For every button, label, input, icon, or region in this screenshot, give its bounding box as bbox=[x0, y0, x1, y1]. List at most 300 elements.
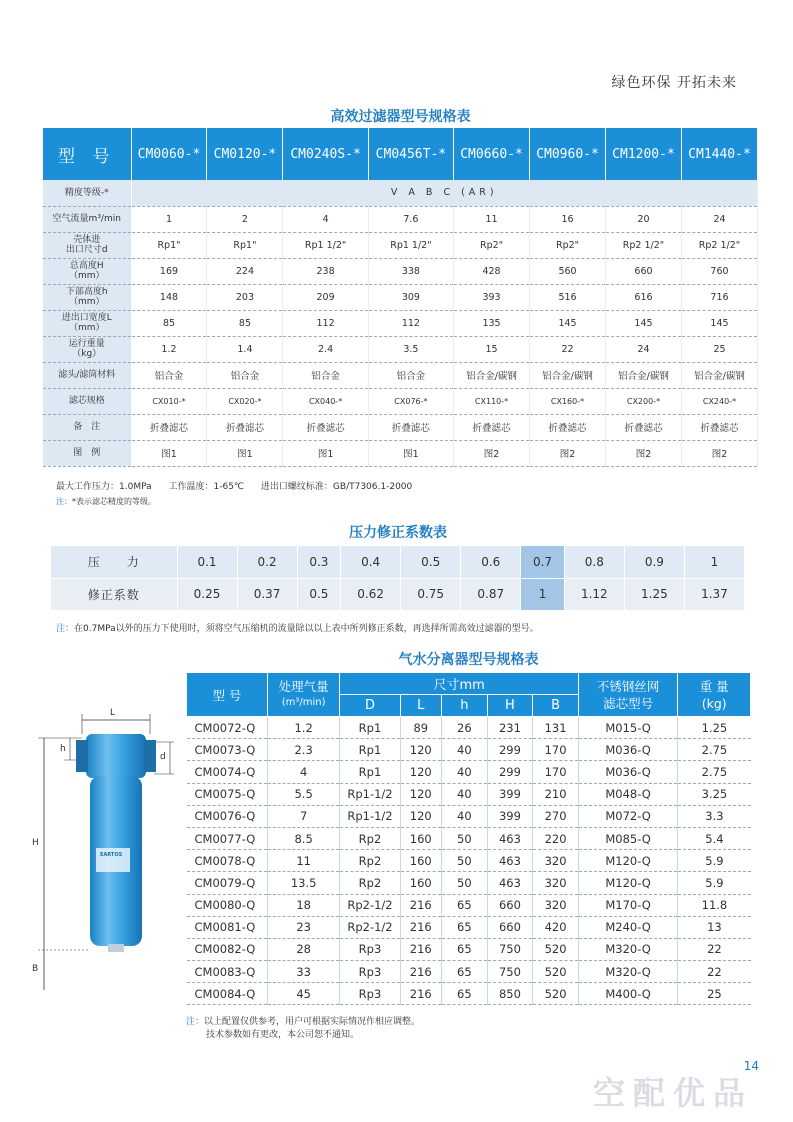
table-cell: 145 bbox=[681, 310, 757, 336]
pressure-cell: 0.9 bbox=[624, 546, 684, 578]
dim-H-label: H bbox=[32, 838, 39, 848]
table-cell: 3.5 bbox=[368, 336, 453, 362]
page-number: 14 bbox=[743, 1059, 759, 1073]
table-cell: Rp1 1/2" bbox=[368, 232, 453, 258]
table-cell: 760 bbox=[681, 258, 757, 284]
row-label: 空气流量m³/min bbox=[43, 206, 131, 232]
table-cell: Rp2" bbox=[454, 232, 530, 258]
table-cell: 折叠滤芯 bbox=[368, 414, 453, 440]
filter-illustration bbox=[20, 700, 180, 990]
model-cell: CM0081-Q bbox=[187, 916, 268, 938]
note-key: 注： bbox=[186, 1017, 205, 1027]
header-model: 型 号 bbox=[187, 673, 268, 717]
table-cell: 13.5 bbox=[267, 872, 340, 894]
table-cell: 112 bbox=[368, 310, 453, 336]
factor-cell: 1.25 bbox=[624, 578, 684, 610]
table-cell: 22 bbox=[678, 938, 751, 960]
row-label: 滤芯规格 bbox=[43, 388, 131, 414]
table-cell: 5.9 bbox=[678, 850, 751, 872]
table-cell: 463 bbox=[487, 827, 533, 849]
table-cell: CX076-* bbox=[368, 388, 453, 414]
factor-cell: 1.12 bbox=[564, 578, 624, 610]
grade-value: V A B C (AR) bbox=[131, 180, 758, 206]
table-cell: 45 bbox=[267, 983, 340, 1005]
table-cell: Rp2" bbox=[530, 232, 606, 258]
table-cell: Rp1-1/2 bbox=[340, 783, 400, 805]
table-cell: 22 bbox=[678, 961, 751, 983]
table-cell: 11 bbox=[454, 206, 530, 232]
table-cell: Rp1" bbox=[131, 232, 207, 258]
table-row bbox=[43, 284, 758, 310]
table-row bbox=[187, 827, 751, 849]
table-cell: 折叠滤芯 bbox=[207, 414, 283, 440]
watermark: 空配优品 bbox=[592, 1074, 753, 1112]
table-cell: 图1 bbox=[131, 440, 207, 466]
table-cell: 1.2 bbox=[267, 717, 340, 739]
table-cell: 11 bbox=[267, 850, 340, 872]
header-size: 尺寸mm bbox=[340, 673, 578, 695]
table-cell: 40 bbox=[442, 761, 488, 783]
row-label: 滤头/滤筒材料 bbox=[43, 362, 131, 388]
table-cell: 11.8 bbox=[678, 894, 751, 916]
table-cell: 516 bbox=[530, 284, 606, 310]
table-row bbox=[43, 414, 758, 440]
table-cell: 616 bbox=[606, 284, 682, 310]
header-weight-unit: (kg) bbox=[701, 695, 727, 711]
table-cell: 22 bbox=[530, 336, 606, 362]
model-cell: CM0082-Q bbox=[187, 938, 268, 960]
model-header: CM0060-* bbox=[131, 128, 207, 180]
table-cell: Rp1 bbox=[340, 717, 400, 739]
table-cell: 铝合金 bbox=[368, 362, 453, 388]
note-key: 注： bbox=[56, 624, 75, 634]
table-cell: 50 bbox=[442, 872, 488, 894]
table-cell: 折叠滤芯 bbox=[681, 414, 757, 440]
table1-notes bbox=[56, 479, 426, 492]
factor-cell: 0.37 bbox=[237, 578, 297, 610]
table-cell: 7.6 bbox=[368, 206, 453, 232]
table-cell: 铝合金/碳钢 bbox=[454, 362, 530, 388]
table-cell: 65 bbox=[442, 894, 488, 916]
table-cell: M036-Q bbox=[578, 761, 678, 783]
pressure-cell: 0.4 bbox=[341, 546, 401, 578]
slogan: 绿色环保 开拓未来 bbox=[611, 75, 737, 91]
table-cell: 210 bbox=[533, 783, 579, 805]
table-cell: 393 bbox=[454, 284, 530, 310]
separator-spec-table bbox=[186, 672, 751, 1005]
table-cell: CX240-* bbox=[681, 388, 757, 414]
filter-diagram bbox=[20, 700, 180, 990]
table-cell: 420 bbox=[533, 916, 579, 938]
table-cell: 850 bbox=[487, 983, 533, 1005]
table-cell: 399 bbox=[487, 783, 533, 805]
row-label: 下部高度h （mm） bbox=[43, 284, 131, 310]
table-row bbox=[43, 206, 758, 232]
header-mesh bbox=[578, 673, 678, 717]
table-cell: 320 bbox=[533, 894, 579, 916]
header-B: B bbox=[533, 695, 579, 717]
table-cell: 270 bbox=[533, 805, 579, 827]
header-weight bbox=[678, 673, 751, 717]
table-cell: 铝合金 bbox=[131, 362, 207, 388]
table-cell: 65 bbox=[442, 938, 488, 960]
table-cell: 299 bbox=[487, 761, 533, 783]
table2-title: 压力修正系数表 bbox=[349, 525, 447, 541]
pressure-cell: 0.8 bbox=[564, 546, 624, 578]
factor-cell: 1 bbox=[521, 578, 565, 610]
table-cell: 折叠滤芯 bbox=[606, 414, 682, 440]
table-cell: 折叠滤芯 bbox=[454, 414, 530, 440]
table-cell: M320-Q bbox=[578, 938, 678, 960]
table-cell: 2.4 bbox=[283, 336, 368, 362]
table-cell: Rp1 bbox=[340, 739, 400, 761]
table-cell: 216 bbox=[400, 938, 441, 960]
table-cell: 65 bbox=[442, 916, 488, 938]
factor-cell: 0.75 bbox=[401, 578, 461, 610]
note-line1: 以上配置仅供参考，用户可根据实际情况作相应调整。 bbox=[204, 1017, 421, 1027]
table-cell: 25 bbox=[678, 983, 751, 1005]
factor-cell: 0.87 bbox=[461, 578, 521, 610]
row-label: 进出口宽度L （mm） bbox=[43, 310, 131, 336]
table-cell: 89 bbox=[400, 717, 441, 739]
header-flow-unit: (m³/min) bbox=[281, 696, 326, 708]
dim-h-label: h bbox=[60, 744, 66, 754]
table-cell: 折叠滤芯 bbox=[131, 414, 207, 440]
table-row bbox=[43, 310, 758, 336]
header-mesh-line1: 不锈钢丝网 bbox=[596, 678, 660, 694]
table-cell: 160 bbox=[400, 850, 441, 872]
table-cell: 520 bbox=[533, 961, 579, 983]
table-cell: 160 bbox=[400, 872, 441, 894]
row-label: 运行重量 （kg） bbox=[43, 336, 131, 362]
table-cell: 209 bbox=[283, 284, 368, 310]
dim-B-label: B bbox=[32, 964, 39, 974]
table-cell: 238 bbox=[283, 258, 368, 284]
table3-note bbox=[186, 1016, 420, 1042]
pressure-cell: 0.5 bbox=[401, 546, 461, 578]
table-row bbox=[187, 805, 751, 827]
table-cell: 20 bbox=[606, 206, 682, 232]
table-cell: 40 bbox=[442, 805, 488, 827]
table-cell: M400-Q bbox=[578, 983, 678, 1005]
table-cell: 40 bbox=[442, 783, 488, 805]
table-cell: 203 bbox=[207, 284, 283, 310]
model-cell: CM0076-Q bbox=[187, 805, 268, 827]
table-cell: 169 bbox=[131, 258, 207, 284]
table-cell: 图1 bbox=[207, 440, 283, 466]
table-row bbox=[43, 180, 758, 206]
table-cell: 26 bbox=[442, 717, 488, 739]
table-cell: 折叠滤芯 bbox=[530, 414, 606, 440]
table-cell: 120 bbox=[400, 805, 441, 827]
table-cell: 1.4 bbox=[207, 336, 283, 362]
table-cell: 428 bbox=[454, 258, 530, 284]
pressure-cell: 0.1 bbox=[177, 546, 237, 578]
table1-star-note bbox=[56, 496, 156, 507]
header-D: D bbox=[340, 695, 400, 717]
table-cell: CX040-* bbox=[283, 388, 368, 414]
table-cell: 85 bbox=[131, 310, 207, 336]
table-cell: 216 bbox=[400, 961, 441, 983]
table-cell: M085-Q bbox=[578, 827, 678, 849]
table-cell: 4 bbox=[267, 761, 340, 783]
table-cell: 660 bbox=[606, 258, 682, 284]
table-cell: 716 bbox=[681, 284, 757, 310]
table-cell: Rp2-1/2 bbox=[340, 916, 400, 938]
table-cell: Rp1-1/2 bbox=[340, 805, 400, 827]
table-cell: 65 bbox=[442, 961, 488, 983]
table-row bbox=[43, 362, 758, 388]
row-label: 图 例 bbox=[43, 440, 131, 466]
table-cell: 5.5 bbox=[267, 783, 340, 805]
header-flow bbox=[267, 673, 340, 717]
table-cell: 520 bbox=[533, 938, 579, 960]
table-cell: Rp3 bbox=[340, 983, 400, 1005]
model-header: CM1440-* bbox=[681, 128, 757, 180]
header-L: L bbox=[400, 695, 441, 717]
table-cell: 85 bbox=[207, 310, 283, 336]
table-cell: 220 bbox=[533, 827, 579, 849]
pressure-label: 压 力 bbox=[51, 546, 177, 578]
model-cell: CM0078-Q bbox=[187, 850, 268, 872]
table-cell: 3.3 bbox=[678, 805, 751, 827]
note-temp: 工作温度：1-65℃ bbox=[168, 482, 245, 492]
model-cell: CM0077-Q bbox=[187, 827, 268, 849]
table-cell: 660 bbox=[487, 916, 533, 938]
dim-L-label: L bbox=[110, 708, 116, 718]
table-row bbox=[187, 916, 751, 938]
grade-label: 精度等级-* bbox=[43, 180, 131, 206]
table-cell: 24 bbox=[681, 206, 757, 232]
note-text: 在0.7MPa以外的压力下使用时，须将空气压缩机的流量除以以上表中所列修正系数，再选择所需高效过滤器的型号。 bbox=[74, 624, 539, 634]
table-cell: 铝合金 bbox=[207, 362, 283, 388]
row-label: 壳体进 出口尺寸d bbox=[43, 232, 131, 258]
table-cell: 50 bbox=[442, 827, 488, 849]
table-cell: 399 bbox=[487, 805, 533, 827]
table-cell: M036-Q bbox=[578, 739, 678, 761]
table-cell: 4 bbox=[283, 206, 368, 232]
model-cell: CM0073-Q bbox=[187, 739, 268, 761]
table-cell: 图2 bbox=[454, 440, 530, 466]
table-cell: 660 bbox=[487, 894, 533, 916]
table-cell: 216 bbox=[400, 916, 441, 938]
pressure-cell: 0.6 bbox=[461, 546, 521, 578]
table-row bbox=[43, 232, 758, 258]
table-cell: 16 bbox=[530, 206, 606, 232]
table-cell: 50 bbox=[442, 850, 488, 872]
table-cell: 33 bbox=[267, 961, 340, 983]
table-cell: CX160-* bbox=[530, 388, 606, 414]
note-pressure: 最大工作压力：1.0MPa bbox=[56, 482, 152, 492]
table-row bbox=[187, 739, 751, 761]
table-row bbox=[43, 388, 758, 414]
model-header: CM0660-* bbox=[454, 128, 530, 180]
table-cell: CX010-* bbox=[131, 388, 207, 414]
table-cell: 2 bbox=[207, 206, 283, 232]
model-header: CM0456T-* bbox=[368, 128, 453, 180]
table-cell: 图2 bbox=[530, 440, 606, 466]
table-header-row bbox=[43, 128, 758, 180]
table-cell: 216 bbox=[400, 983, 441, 1005]
table-cell: 112 bbox=[283, 310, 368, 336]
table-row bbox=[43, 440, 758, 466]
table-cell: 40 bbox=[442, 739, 488, 761]
factor-cell: 0.25 bbox=[177, 578, 237, 610]
dim-d-label: d bbox=[160, 752, 166, 762]
table-cell: 图2 bbox=[606, 440, 682, 466]
table-cell: 320 bbox=[533, 850, 579, 872]
model-cell: CM0075-Q bbox=[187, 783, 268, 805]
table-row bbox=[187, 938, 751, 960]
table-cell: 铝合金/碳钢 bbox=[530, 362, 606, 388]
table-cell: 463 bbox=[487, 872, 533, 894]
model-cell: CM0074-Q bbox=[187, 761, 268, 783]
table-cell: 320 bbox=[533, 872, 579, 894]
header-weight-label: 重 量 bbox=[699, 678, 729, 694]
table-row bbox=[187, 961, 751, 983]
table-cell: 24 bbox=[606, 336, 682, 362]
table-cell: M048-Q bbox=[578, 783, 678, 805]
table-cell: 309 bbox=[368, 284, 453, 310]
table-cell: 216 bbox=[400, 894, 441, 916]
model-cell: CM0084-Q bbox=[187, 983, 268, 1005]
header-flow-label: 处理气量 bbox=[278, 678, 329, 694]
filter-spec-table bbox=[43, 128, 758, 467]
table-cell: 145 bbox=[530, 310, 606, 336]
table-row bbox=[187, 783, 751, 805]
model-cell: CM0072-Q bbox=[187, 717, 268, 739]
table-cell: 131 bbox=[533, 717, 579, 739]
table-cell: M015-Q bbox=[578, 717, 678, 739]
table-cell: 7 bbox=[267, 805, 340, 827]
table-cell: Rp2-1/2 bbox=[340, 894, 400, 916]
note-line2: 技术参数如有更改，本公司恕不通知。 bbox=[206, 1030, 360, 1040]
table-cell: Rp1 bbox=[340, 761, 400, 783]
table-cell: 折叠滤芯 bbox=[283, 414, 368, 440]
table-cell: Rp1" bbox=[207, 232, 283, 258]
table-cell: 23 bbox=[267, 916, 340, 938]
pressure-cell: 0.2 bbox=[237, 546, 297, 578]
table-cell: 160 bbox=[400, 827, 441, 849]
row-label: 备 注 bbox=[43, 414, 131, 440]
table-cell: 170 bbox=[533, 761, 579, 783]
table-cell: 25 bbox=[681, 336, 757, 362]
table-cell: M072-Q bbox=[578, 805, 678, 827]
table-row bbox=[187, 850, 751, 872]
table-cell: 520 bbox=[533, 983, 579, 1005]
header-mesh-line2: 滤芯型号 bbox=[603, 695, 654, 711]
table-cell: Rp2 1/2" bbox=[681, 232, 757, 258]
table-cell: 28 bbox=[267, 938, 340, 960]
pressure-cell: 0.7 bbox=[521, 546, 565, 578]
brand-label: EARTOS bbox=[100, 852, 123, 858]
table-cell: Rp2 bbox=[340, 827, 400, 849]
table-cell: Rp2 1/2" bbox=[606, 232, 682, 258]
table-cell: 120 bbox=[400, 783, 441, 805]
table-cell: 5.9 bbox=[678, 872, 751, 894]
model-header: CM0240S-* bbox=[283, 128, 368, 180]
table-cell: 2.3 bbox=[267, 739, 340, 761]
table-cell: 15 bbox=[454, 336, 530, 362]
table-cell: CX110-* bbox=[454, 388, 530, 414]
table-header-row bbox=[187, 673, 751, 695]
table-row bbox=[43, 258, 758, 284]
table-cell: 231 bbox=[487, 717, 533, 739]
table-cell: 13 bbox=[678, 916, 751, 938]
table-cell: 18 bbox=[267, 894, 340, 916]
pressure-cell: 0.3 bbox=[297, 546, 341, 578]
model-header: CM1200-* bbox=[606, 128, 682, 180]
note-thread: 进出口螺纹标准：GB/T7306.1-2000 bbox=[260, 482, 413, 492]
table-cell: 120 bbox=[400, 739, 441, 761]
note-star: *表示滤芯精度的等级。 bbox=[72, 497, 156, 506]
table-cell: 5.4 bbox=[678, 827, 751, 849]
header-H: H bbox=[487, 695, 533, 717]
table-cell: 铝合金/碳钢 bbox=[606, 362, 682, 388]
table-cell: M120-Q bbox=[578, 872, 678, 894]
table-cell: 1.2 bbox=[131, 336, 207, 362]
table-cell: M170-Q bbox=[578, 894, 678, 916]
model-cell: CM0079-Q bbox=[187, 872, 268, 894]
table-cell: 铝合金 bbox=[283, 362, 368, 388]
table-cell: 1.25 bbox=[678, 717, 751, 739]
table-cell: Rp3 bbox=[340, 938, 400, 960]
table-cell: 560 bbox=[530, 258, 606, 284]
table-row bbox=[187, 761, 751, 783]
model-cell: CM0083-Q bbox=[187, 961, 268, 983]
table-cell: 120 bbox=[400, 761, 441, 783]
header-h: h bbox=[442, 695, 488, 717]
table-cell: 338 bbox=[368, 258, 453, 284]
table-row bbox=[187, 872, 751, 894]
table-cell: M320-Q bbox=[578, 961, 678, 983]
table-cell: 8.5 bbox=[267, 827, 340, 849]
table2-note bbox=[56, 621, 539, 634]
pressure-cell: 1 bbox=[684, 546, 744, 578]
table-row bbox=[51, 546, 745, 578]
factor-cell: 0.5 bbox=[297, 578, 341, 610]
model-header: CM0960-* bbox=[530, 128, 606, 180]
table-cell: 145 bbox=[606, 310, 682, 336]
table-cell: 299 bbox=[487, 739, 533, 761]
table-cell: 224 bbox=[207, 258, 283, 284]
table-row bbox=[187, 983, 751, 1005]
table-cell: 463 bbox=[487, 850, 533, 872]
table-cell: 铝合金/碳钢 bbox=[681, 362, 757, 388]
table-cell: M120-Q bbox=[578, 850, 678, 872]
table-row bbox=[187, 717, 751, 739]
table-cell: 3.25 bbox=[678, 783, 751, 805]
table-row bbox=[187, 894, 751, 916]
table-cell: 2.75 bbox=[678, 761, 751, 783]
table-cell: Rp2 bbox=[340, 850, 400, 872]
factor-label: 修正系数 bbox=[51, 578, 177, 610]
factor-cell: 1.37 bbox=[684, 578, 744, 610]
table-cell: 2.75 bbox=[678, 739, 751, 761]
table-cell: CX200-* bbox=[606, 388, 682, 414]
table-cell: CX020-* bbox=[207, 388, 283, 414]
table-cell: Rp1 1/2" bbox=[283, 232, 368, 258]
table-cell: 图1 bbox=[283, 440, 368, 466]
table1-title: 高效过滤器型号规格表 bbox=[330, 109, 471, 125]
table-cell: 750 bbox=[487, 938, 533, 960]
note-key: 注： bbox=[56, 497, 72, 506]
model-header: CM0120-* bbox=[207, 128, 283, 180]
table-cell: 135 bbox=[454, 310, 530, 336]
model-cell: CM0080-Q bbox=[187, 894, 268, 916]
table3-title: 气水分离器型号规格表 bbox=[398, 652, 539, 668]
table-row bbox=[51, 578, 745, 610]
